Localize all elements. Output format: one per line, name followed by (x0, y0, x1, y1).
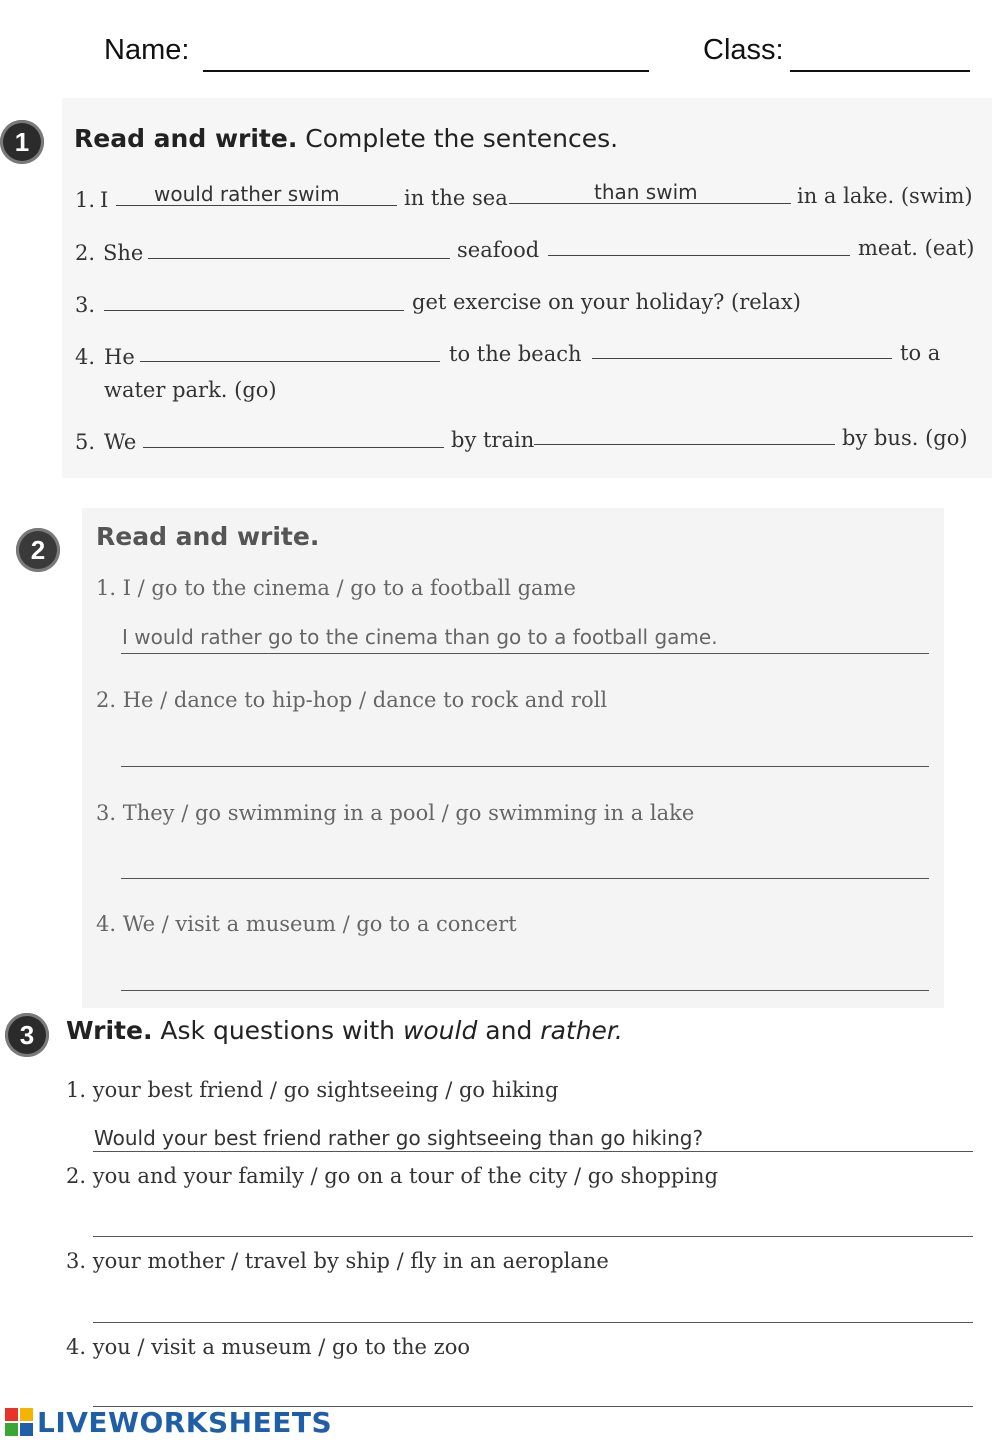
s1-item2-c: meat. (eat) (858, 236, 975, 260)
s2-item3-prompt: 3. They / go swimming in a pool / go swimming in a lake (96, 801, 695, 825)
s1-item4-num: 4. (75, 345, 96, 369)
section-3-title-em2: rather. (540, 1016, 623, 1045)
section-3-title-b: and (485, 1016, 533, 1045)
section-3-title (66, 1016, 623, 1045)
s1-item4-d: water park. (go) (104, 378, 277, 402)
s2-item4-line[interactable] (121, 990, 929, 991)
s2-item4-prompt: 4. We / visit a museum / go to a concert (96, 912, 517, 936)
section-1-panel (62, 98, 992, 478)
section-1-title-bold: Read and write. (74, 124, 298, 153)
s2-item1-answer: I would rather go to the cinema than go to a football game. (122, 625, 718, 649)
s2-item2-prompt: 2. He / dance to hip-hop / dance to rock and roll (96, 688, 608, 712)
s3-item3-prompt: 3. your mother / travel by ship / fly in an aeroplane (66, 1249, 609, 1273)
section-2-badge: 2 (16, 528, 60, 572)
s3-item2-prompt: 2. you and your family / go on a tour of the city / go shopping (66, 1164, 719, 1188)
s1-item1-a: I (100, 188, 109, 212)
s1-item2-blank2[interactable] (548, 255, 850, 256)
s1-item1-b: in the sea (404, 186, 508, 210)
s2-item1-prompt: 1. I / go to the cinema / go to a football game (96, 576, 576, 600)
s1-item5-b: by train (451, 428, 535, 452)
s2-item2-line[interactable] (121, 766, 929, 767)
class-field[interactable] (790, 70, 970, 72)
s1-item3-b: get exercise on your holiday? (relax) (412, 290, 801, 314)
s1-item4-c: to a (900, 341, 941, 365)
s1-item5-num: 5. (75, 430, 96, 454)
section-2-title: Read and write. (96, 522, 320, 551)
liveworksheets-logo[interactable] (5, 1404, 332, 1440)
s3-item1-prompt: 1. your best friend / go sightseeing / go hiking (66, 1078, 559, 1102)
s1-item1-answer2: than swim (594, 180, 698, 204)
section-3-title-a: Ask questions with (160, 1016, 395, 1045)
s3-item4-prompt: 4. you / visit a museum / go to the zoo (66, 1335, 470, 1359)
section-3-title-bold: Write. (66, 1016, 153, 1045)
section-1-title (74, 124, 618, 153)
s1-item3-blank1[interactable] (104, 310, 404, 311)
s1-item1-answer1: would rather swim (154, 182, 340, 206)
brand-text: LIVEWORKSHEETS (37, 1405, 333, 1439)
section-1-title-rest: Complete the sentences. (305, 124, 619, 153)
name-field[interactable] (203, 70, 649, 72)
s1-item2-b: seafood (457, 238, 540, 262)
s1-item2-blank1[interactable] (148, 258, 450, 259)
s1-item4-b: to the beach (449, 342, 582, 366)
s3-item2-line[interactable] (93, 1236, 973, 1237)
s2-item3-line[interactable] (121, 878, 929, 879)
class-label: Class: (703, 34, 784, 66)
s1-item5-c: by bus. (go) (842, 426, 968, 450)
brand-grid-icon (5, 1408, 33, 1436)
s1-item5-blank1[interactable] (143, 447, 444, 448)
s1-item4-blank1[interactable] (140, 361, 440, 362)
name-label: Name: (104, 34, 190, 66)
section-1-badge: 1 (0, 120, 44, 164)
s1-item1-num: 1. (75, 188, 96, 212)
s1-item4-a: He (104, 345, 135, 369)
s1-item1-c: in a lake. (swim) (797, 184, 973, 208)
s1-item2-num: 2. (75, 241, 96, 265)
section-3-badge: 3 (5, 1013, 49, 1057)
s1-item4-blank2[interactable] (592, 358, 892, 359)
s3-item3-line[interactable] (93, 1322, 973, 1323)
s1-item5-blank2[interactable] (534, 444, 835, 445)
s1-item2-a: She (103, 241, 144, 265)
section-3-title-em1: would (402, 1016, 478, 1045)
s2-item1-line[interactable] (121, 653, 929, 654)
s3-item1-answer: Would your best friend rather go sightseeing than go hiking? (94, 1126, 704, 1150)
s1-item5-a: We (104, 430, 137, 454)
s3-item1-line[interactable] (93, 1151, 973, 1152)
s1-item3-num: 3. (75, 293, 96, 317)
